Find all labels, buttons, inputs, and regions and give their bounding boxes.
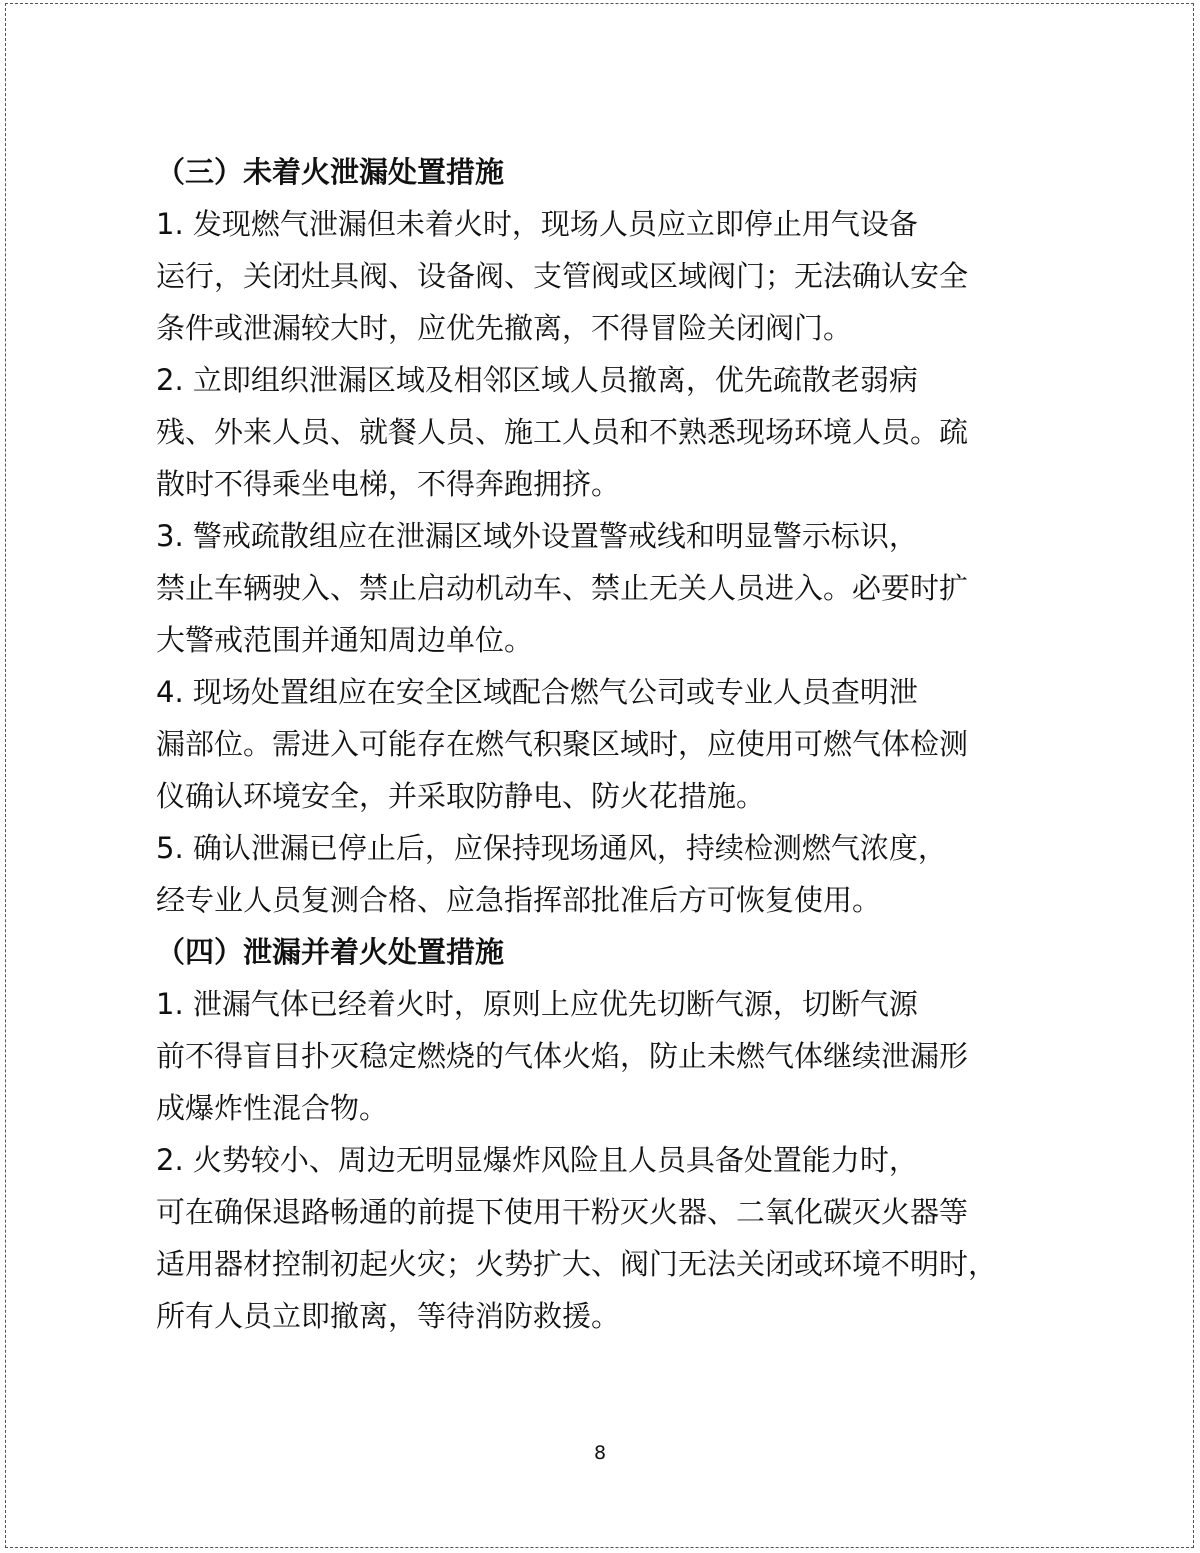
- paragraph-3-1: 1. 发现燃气泄漏但未着火时，现场人员应立即停止用气设备 运行，关闭灶具阀、设备阀、支管阀或区域阀门；无法确认安全 条件或泄漏较大时，应优先撤离，不得冒险关闭阀门。: [156, 207, 969, 345]
- section-heading-4: （四）泄漏并着火处置措施: [156, 935, 505, 969]
- paragraph-3-5: 5. 确认泄漏已停止后，应保持现场通风，持续检测燃气浓度， 经专业人员复测合格、应急指挥部批准后方可恢复使用。: [156, 831, 947, 917]
- section-heading-3: （三）未着火泄漏处置措施: [156, 155, 505, 189]
- paragraph-3-2: 2. 立即组织泄漏区域及相邻区域人员撤离，优先疏散老弱病 残、外来人员、就餐人员、施工人员和不熟悉现场环境人员。疏 散时不得乘坐电梯，不得奔跑拥挤。: [156, 363, 969, 501]
- document-body: [156, 146, 1056, 1342]
- paragraph-3-4: 4. 现场处置组应在安全区域配合燃气公司或专业人员查明泄 漏部位。需进入可能存在燃气积聚区域时，应使用可燃气体检测 仪确认环境安全，并采取防静电、防火花措施。: [156, 675, 969, 813]
- paragraph-4-1: 1. 泄漏气体已经着火时，原则上应优先切断气源，切断气源 前不得盲目扑灭稳定燃烧的气体火焰，防止未燃气体继续泄漏形 成爆炸性混合物。: [156, 987, 969, 1125]
- paragraph-3-3: 3. 警戒疏散组应在泄漏区域外设置警戒线和明显警示标识， 禁止车辆驶入、禁止启动机动车、禁止无关人员进入。必要时扩 大警戒范围并通知周边单位。: [156, 519, 969, 657]
- page-number: 8: [593, 1442, 607, 1464]
- paragraph-4-2: 2. 火势较小、周边无明显爆炸风险且人员具备处置能力时， 可在确保退路畅通的前提下使用干粉灭火器、二氧化碳灭火器等 适用器材控制初起火灾；火势扩大、阀门无法关闭或环境不明时， 所有人员立即撤离，等待消防救援。: [156, 1143, 998, 1333]
